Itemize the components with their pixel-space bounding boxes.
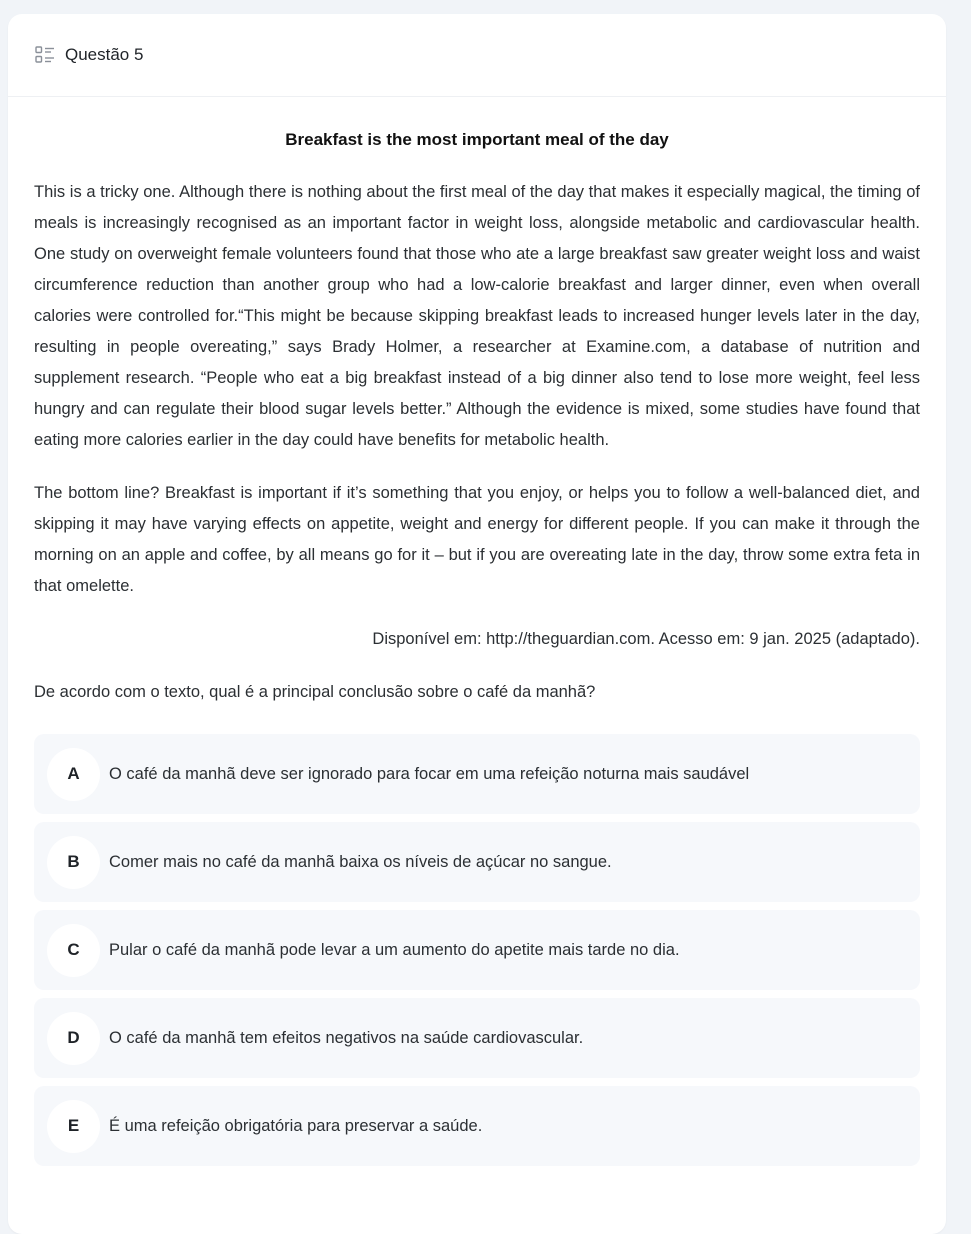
option-text: Comer mais no café da manhã baixa os níveis de açúcar no sangue. [109, 852, 612, 871]
option-letter: D [47, 1012, 100, 1065]
option-letter: A [47, 748, 100, 801]
article-paragraph-1: This is a tricky one. Although there is nothing about the first meal of the day that makes it especially magical, the timing of meals is increasingly recognised as an important factor in weight loss, alongside metabolic and cardiovascular health. One study on overweight female volunteers found that those who ate a large breakfast saw greater weight loss and waist circumference reduction than another group who had a low-calorie breakfast and larger dinner, even when overall calories were controlled for.“This might be because skipping breakfast leads to increased hunger levels later in the day, resulting in people overeating,” says Brady Holmer, a researcher at Examine.com, a database of nutrition and supplement research. “People who eat a big breakfast instead of a big dinner also tend to lose more weight, feel less hungry and can regulate their blood sugar levels better.” Although the evidence is mixed, some studies have found that eating more calories earlier in the day could have benefits for metabolic health. [34, 183, 920, 449]
option-a[interactable] [34, 734, 920, 814]
option-letter: C [47, 924, 100, 977]
question-content [8, 130, 946, 1166]
option-letter: E [47, 1100, 100, 1153]
option-text: O café da manhã tem efeitos negativos na saúde cardiovascular. [109, 1028, 584, 1047]
question-header [8, 14, 946, 97]
option-e[interactable] [34, 1086, 920, 1166]
question-prompt: De acordo com o texto, qual é a principal conclusão sobre o café da manhã? [34, 683, 596, 701]
option-letter: B [47, 836, 100, 889]
list-icon [35, 46, 55, 64]
article-source: Disponível em: http://theguardian.com. Acesso em: 9 jan. 2025 (adaptado). [372, 630, 920, 648]
option-d[interactable] [34, 998, 920, 1078]
answer-options [34, 734, 920, 1166]
option-text: Pular o café da manhã pode levar a um aumento do apetite mais tarde no dia. [109, 940, 680, 959]
option-b[interactable] [34, 822, 920, 902]
option-text: É uma refeição obrigatória para preservar a saúde. [109, 1116, 483, 1135]
option-text: O café da manhã deve ser ignorado para focar em uma refeição noturna mais saudável [109, 764, 750, 783]
question-number: Questão 5 [65, 45, 144, 64]
article-title: Breakfast is the most important meal of the day [285, 130, 669, 149]
question-card [8, 14, 946, 1234]
article-paragraph-2: The bottom line? Breakfast is important if it’s something that you enjoy, or helps you to follow a well-balanced diet, and skipping it may have varying effects on appetite, weight and energy for different people. If you can make it through the morning on an apple and coffee, by all means go for it – but if you are overeating late in the day, throw some extra feta in that omelette. [34, 484, 920, 595]
option-c[interactable] [34, 910, 920, 990]
